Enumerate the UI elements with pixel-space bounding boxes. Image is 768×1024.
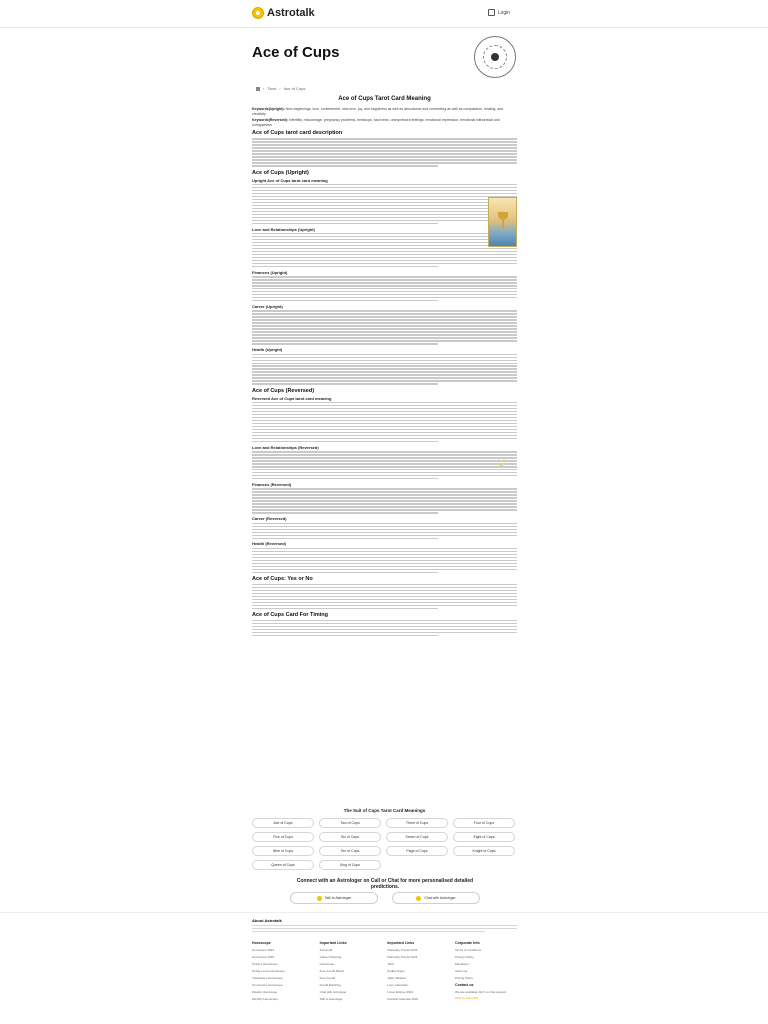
text-line [252, 529, 517, 530]
footer-link[interactable]: Free Kundli Match [319, 969, 345, 973]
text-line [252, 494, 517, 495]
section-paragraph [252, 523, 517, 539]
suit-card-link[interactable]: Knight of Cups [453, 846, 515, 856]
suit-card-link[interactable]: Eight of Cups [453, 832, 515, 842]
text-line [252, 187, 517, 188]
text-line [252, 506, 517, 507]
text-line [252, 257, 517, 258]
text-line [252, 423, 517, 424]
text-line [252, 266, 438, 267]
text-line [252, 426, 517, 427]
text-line [252, 325, 517, 326]
text-line [252, 523, 517, 524]
text-line [252, 605, 517, 606]
footer-column [252, 941, 314, 1004]
article-sections [252, 130, 517, 636]
footer-link[interactable]: Privacy Policy [454, 955, 474, 959]
loading-spinner-icon [497, 458, 505, 466]
about-line [252, 928, 517, 929]
footer-link[interactable]: Today's Horoscope [252, 962, 278, 966]
text-line [252, 217, 517, 218]
footer-column [387, 941, 449, 1004]
suit-card-link[interactable]: King of Cups [319, 860, 381, 870]
text-line [252, 294, 517, 295]
article-body [252, 96, 517, 639]
section-heading: Ace of Cups (Upright) [252, 169, 309, 176]
text-line [252, 593, 517, 594]
footer-link[interactable]: Horoscope 2024 [252, 948, 275, 952]
text-line [252, 472, 517, 473]
text-line [252, 538, 438, 539]
text-line [252, 438, 517, 439]
footer-link[interactable]: Lunar Eclipse 2024 [387, 990, 413, 994]
text-line [252, 159, 517, 160]
logo-icon [252, 7, 264, 19]
contact-info: We are available 24x7 on chat support [454, 990, 507, 994]
text-line [252, 239, 517, 240]
suit-card-link[interactable]: Four of Cups [453, 818, 515, 828]
text-line [252, 488, 517, 489]
text-line [252, 411, 517, 412]
footer-link[interactable]: Career Planning [319, 955, 342, 959]
text-line [252, 620, 517, 621]
text-line [252, 469, 517, 470]
text-line [252, 500, 517, 501]
text-line [252, 629, 517, 630]
subsection-heading: Upright Ace of Cups tarot card meaning [252, 177, 328, 183]
text-line [252, 365, 517, 366]
keywords-upright-text: New beginnings, love, contentment, new love, joy, and happiness as well as abundance and connecting as well as compassion, healing, and creativity [252, 107, 504, 116]
footer-columns [252, 941, 517, 1004]
footer-link[interactable]: Disclaimer [454, 962, 469, 966]
breadcrumb-separator: › [279, 86, 281, 91]
text-line [252, 551, 517, 552]
section-paragraph [252, 620, 517, 636]
cta-title: Connect with an Astrologer on Call or Chat for more personalised detailed predictions. [296, 878, 474, 890]
text-line [252, 408, 517, 409]
text-line [252, 223, 438, 224]
text-line [252, 572, 438, 573]
text-line [252, 563, 517, 564]
text-line [252, 608, 438, 609]
text-line [252, 503, 517, 504]
footer-link[interactable]: Horoscope [319, 962, 335, 966]
suit-card-link[interactable]: Two of Cups [319, 818, 381, 828]
section-paragraph [252, 138, 517, 166]
footer-link[interactable]: Talk to Astrologer [319, 997, 343, 1001]
footer-link[interactable]: Vastu Shastra [387, 976, 406, 980]
about-text [252, 925, 517, 934]
text-line [252, 288, 517, 289]
subsection-heading: Reversed Ace of Cups tarot card meaning [252, 395, 332, 401]
footer-link[interactable]: Terms & Conditions [454, 948, 481, 952]
text-line [252, 147, 517, 148]
talk-to-astrologer-button[interactable] [290, 892, 378, 904]
subsection-heading: Health (Upright) [252, 347, 283, 353]
text-line [252, 328, 517, 329]
text-line [252, 276, 517, 277]
footer-column [455, 941, 517, 1004]
text-line [252, 475, 517, 476]
contact-heading: Contact us [454, 983, 474, 987]
footer-link[interactable]: Yesterday's Horoscope [252, 976, 283, 980]
text-line [252, 263, 517, 264]
text-line [252, 214, 517, 215]
text-line [252, 196, 517, 197]
text-line [252, 340, 517, 341]
section-paragraph [252, 548, 517, 573]
section-paragraph [252, 184, 517, 224]
footer-column-title: Important Links [387, 941, 415, 945]
suit-card-link[interactable]: Three of Cups [386, 818, 448, 828]
footer-link[interactable]: Tomorrow's Horoscope [252, 983, 283, 987]
suit-card-link[interactable]: Nine of Cups [252, 846, 314, 856]
keywords-upright [252, 107, 517, 116]
text-line [252, 602, 517, 603]
keywords-reversed-label: Keywords(Reversed): [252, 118, 288, 123]
text-line [252, 454, 517, 455]
keywords-reversed [252, 118, 517, 127]
text-line [252, 236, 517, 237]
text-line [252, 242, 517, 243]
text-line [252, 245, 517, 246]
breadcrumb-tarot[interactable]: Tarot [267, 86, 277, 91]
phone-icon [317, 896, 322, 901]
section-heading: Ace of Cups: Yes or No [252, 576, 313, 582]
text-line [252, 566, 517, 567]
text-line [252, 285, 517, 286]
section-paragraph [252, 233, 517, 267]
text-line [252, 322, 517, 323]
text-line [252, 457, 517, 458]
footer-link[interactable]: About Us [454, 969, 468, 973]
chat-with-astrologer-button[interactable] [392, 892, 480, 904]
text-line [252, 202, 517, 203]
footer-link[interactable]: Pricing Policy [454, 976, 473, 980]
suit-card-link[interactable]: Six of Cups [319, 832, 381, 842]
text-line [252, 251, 517, 252]
subsection-heading: Finances (Upright) [252, 269, 288, 275]
text-line [252, 374, 517, 375]
text-line [252, 208, 517, 209]
text-line [252, 233, 517, 234]
text-line [252, 596, 517, 597]
zodiac-wheel-icon [474, 36, 516, 78]
text-line [252, 141, 517, 142]
text-line [252, 363, 517, 364]
text-line [252, 526, 517, 527]
text-line [252, 532, 517, 533]
text-line [252, 417, 517, 418]
text-line [252, 420, 517, 421]
text-line [252, 491, 517, 492]
text-line [252, 150, 517, 151]
text-line [252, 360, 517, 361]
text-line [252, 211, 517, 212]
footer-link[interactable]: Love Calculator [387, 983, 409, 987]
text-line [252, 297, 517, 298]
about-heading: About Astrotalk [252, 918, 282, 923]
text-line [252, 319, 517, 320]
text-line [252, 337, 517, 338]
suit-card-link[interactable]: Five of Cups [252, 832, 314, 842]
text-line [252, 557, 517, 558]
text-line [252, 156, 517, 157]
footer-link[interactable]: Planetary Transit 2025 [387, 955, 418, 959]
suit-card-link[interactable]: Ten of Cups [319, 846, 381, 856]
text-line [252, 199, 517, 200]
footer-link[interactable]: Weekly Horoscope [252, 990, 278, 994]
suit-card-link[interactable]: Seven of Cups [386, 832, 448, 842]
text-line [252, 584, 517, 585]
text-line [252, 260, 517, 261]
text-line [252, 405, 517, 406]
text-line [252, 377, 517, 378]
text-line [252, 560, 517, 561]
text-line [252, 432, 517, 433]
subsection-heading: Career (Reversed) [252, 516, 287, 522]
text-line [252, 478, 438, 479]
text-line [252, 599, 517, 600]
section-heading: Ace of Cups (Reversed) [252, 387, 315, 394]
subsection-heading: Health (Reversed) [252, 541, 287, 547]
keywords-upright-label: Keywords(Upright): [252, 107, 285, 111]
text-line [252, 548, 517, 549]
text-line [252, 190, 517, 191]
text-line [252, 429, 517, 430]
footer-link[interactable]: Chat with Astrologer [319, 990, 347, 994]
text-line [252, 162, 517, 163]
footer-column-title: Important Links [319, 941, 347, 945]
subsection-heading: Finances (Reversed) [252, 481, 292, 487]
login-link[interactable]: Login [497, 9, 510, 16]
text-line [252, 279, 517, 280]
text-line [252, 313, 517, 314]
text-line [252, 587, 517, 588]
text-line [252, 138, 517, 139]
text-line [252, 300, 438, 301]
keywords-reversed-text: Infertility, miscarriage, pregnancy problems, breakups, bad news, unexpressed feelings, emotional repression, emotional withdrawal and unhappiness [252, 118, 500, 127]
about-line [252, 925, 517, 926]
footer-link[interactable]: Horoscope 2025 [252, 955, 275, 959]
logo-text: Astrotalk [267, 7, 315, 19]
text-line [252, 220, 517, 221]
section-paragraph [252, 451, 517, 479]
text-line [252, 248, 517, 249]
text-line [252, 497, 517, 498]
text-line [252, 466, 517, 467]
text-line [252, 626, 517, 627]
text-line [252, 331, 517, 332]
login-area[interactable] [488, 9, 510, 16]
about-line [252, 931, 485, 932]
cta-buttons [290, 892, 480, 904]
footer-link[interactable]: Zodiac Signs [387, 969, 405, 973]
footer-link[interactable]: Free Kundli [319, 976, 335, 980]
text-line [252, 357, 517, 358]
suit-card-link[interactable]: Page of Cups [386, 846, 448, 856]
text-line [252, 535, 517, 536]
breadcrumb [256, 86, 305, 91]
footer-link[interactable]: Planetary Transit 2024 [387, 948, 418, 952]
section-paragraph [252, 310, 517, 344]
text-line [252, 635, 438, 636]
text-line [252, 291, 517, 292]
chat-button-label: Chat with Astrologer [424, 896, 456, 900]
subsection-heading: Love and Relationships (Upright) [252, 226, 315, 232]
text-line [252, 310, 517, 311]
footer [0, 912, 768, 1024]
text-line [252, 590, 517, 591]
breadcrumb-current: Ace of Cups [283, 86, 306, 91]
footer-link[interactable]: Monthly Horoscope [252, 997, 278, 1001]
suit-title: The Suit of Cups Tarot Card Meanings [343, 808, 426, 813]
text-line [252, 569, 517, 570]
text-line [252, 463, 517, 464]
suit-card-link[interactable]: Ace of Cups [252, 818, 314, 828]
user-icon [488, 9, 495, 16]
section-paragraph [252, 402, 517, 442]
ace-of-cups-card-image [488, 197, 517, 247]
text-line [252, 441, 438, 442]
text-line [252, 184, 517, 185]
text-line [252, 383, 438, 384]
text-line [252, 371, 517, 372]
talk-button-label: Talk to Astrologer [324, 896, 352, 900]
text-line [252, 554, 517, 555]
footer-column [320, 941, 382, 1004]
footer-link[interactable]: Tarot [387, 962, 394, 966]
home-icon[interactable] [256, 87, 260, 91]
section-heading: Ace of Cups tarot card description [252, 130, 343, 137]
subsection-heading: Career (Upright) [252, 303, 283, 309]
text-line [252, 509, 517, 510]
subsection-heading: Love and Relationships (Reversed) [252, 444, 319, 450]
text-line [252, 414, 517, 415]
start-chat-link[interactable]: Click to start chat [454, 996, 478, 1000]
text-line [252, 144, 517, 145]
text-line [252, 460, 517, 461]
text-line [252, 354, 517, 355]
text-line [252, 334, 517, 335]
article-heading: Ace of Cups Tarot Card Meaning [338, 96, 431, 102]
text-line [252, 380, 517, 381]
text-line [252, 343, 438, 344]
section-heading: Ace of Cups Card For Timing [252, 612, 328, 619]
text-line [252, 451, 517, 452]
text-line [252, 153, 517, 154]
footer-link[interactable]: Festival Calendar 2024 [387, 997, 419, 1001]
text-line [252, 316, 517, 317]
text-line [252, 282, 517, 283]
footer-column-title: Horoscope [252, 941, 271, 945]
text-line [252, 632, 517, 633]
astrotalk-logo[interactable] [252, 7, 315, 19]
text-line [252, 623, 517, 624]
section-paragraph [252, 276, 517, 301]
top-header [0, 0, 768, 28]
text-line [252, 193, 517, 194]
footer-link[interactable]: Today's Love Horoscope [252, 969, 285, 973]
footer-link[interactable]: Kundli Matching [319, 983, 342, 987]
text-line [252, 368, 517, 369]
text-line [252, 205, 517, 206]
text-line [252, 165, 438, 166]
suit-card-grid [252, 818, 517, 870]
section-paragraph [252, 354, 517, 385]
chat-icon [416, 896, 421, 901]
suit-card-link[interactable]: Queen of Cups [252, 860, 314, 870]
breadcrumb-separator: › [263, 86, 265, 91]
footer-column-title: Corporate Info [454, 941, 480, 945]
zodiac-core [491, 53, 499, 61]
text-line [252, 512, 438, 513]
section-paragraph [252, 584, 517, 609]
page-title: Ace of Cups [252, 44, 340, 61]
text-line [252, 254, 517, 255]
text-line [252, 435, 517, 436]
text-line [252, 402, 517, 403]
section-paragraph [252, 488, 517, 513]
footer-link[interactable]: Astromall [319, 948, 333, 952]
